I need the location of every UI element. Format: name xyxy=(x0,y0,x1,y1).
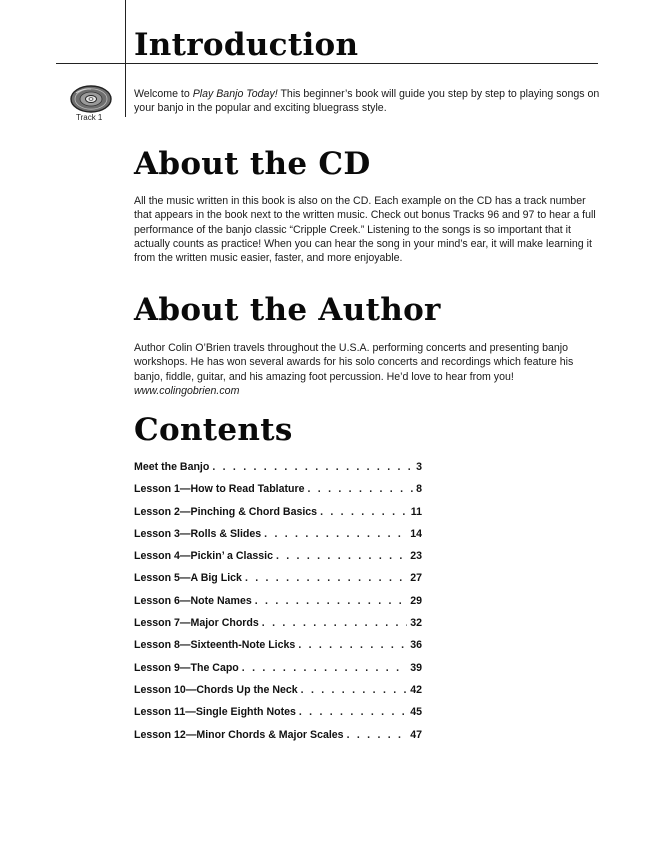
toc-entry-title: Lesson 4—Pickin’ a Classic xyxy=(134,550,273,563)
toc-entry xyxy=(134,638,422,660)
toc-entry-title: Lesson 8—Sixteenth-Note Licks xyxy=(134,639,296,652)
toc-page-number: 11 xyxy=(410,505,422,518)
toc-dot-leader xyxy=(298,638,407,652)
author-website: www.colingobrien.com xyxy=(134,384,240,397)
toc-dot-leader xyxy=(242,661,407,675)
margin-vertical-rule xyxy=(125,0,126,117)
toc-dot-leader xyxy=(245,571,407,585)
toc-page-number: 39 xyxy=(410,661,422,674)
about-author-paragraph xyxy=(134,341,600,398)
toc-dot-leader xyxy=(299,705,407,719)
toc-entry xyxy=(134,661,422,683)
toc-page-number: 3 xyxy=(416,461,422,473)
about-cd-paragraph: All the music written in this book is also on the CD. Each example on the CD has a track number that appears in the book next to the written music. Check out bonus Tracks 96 and 97 to hear a full performance of the banjo classic “Cripple Creek.” Listening to the songs is so important that it actually counts as practice! When you can hear the song in your mind’s ear, it will make learning it from the written music easier, faster, and more enjoyable. xyxy=(134,195,596,265)
toc-entry xyxy=(134,705,422,727)
header-horizontal-rule xyxy=(56,63,598,64)
toc-page-number: 8 xyxy=(416,483,422,496)
toc-dot-leader xyxy=(301,683,408,697)
toc-dot-leader xyxy=(212,460,413,474)
toc-page-number: 45 xyxy=(410,706,422,719)
toc-entry xyxy=(134,594,422,616)
toc-entry xyxy=(134,527,422,549)
introduction-heading: Introduction xyxy=(134,27,359,63)
toc-entry-title: Meet the Banjo xyxy=(134,461,210,473)
toc-page-number: 42 xyxy=(410,683,422,696)
toc-entry-title: Lesson 11—Single Eighth Notes xyxy=(134,706,296,719)
about-cd-heading: About the CD xyxy=(134,146,371,182)
contents-heading: Contents xyxy=(134,412,293,448)
introduction-paragraph xyxy=(134,87,600,116)
toc-entry-title: Lesson 12—Minor Chords & Major Scales xyxy=(134,728,344,741)
toc-entry-title: Lesson 1—How to Read Tablature xyxy=(134,483,305,496)
toc-dot-leader xyxy=(264,527,407,541)
book-title: Play Banjo Today! xyxy=(192,88,278,100)
toc-entry xyxy=(134,482,422,504)
intro-text-post: This beginner’s book will guide you step by step to playing songs on your banjo in the popular and exciting bluegrass style. xyxy=(134,88,600,115)
toc-page-number: 32 xyxy=(410,617,422,630)
toc-dot-leader xyxy=(262,616,407,630)
toc-dot-leader xyxy=(308,482,414,496)
table-of-contents xyxy=(134,460,422,750)
toc-entry xyxy=(134,728,422,750)
toc-entry xyxy=(134,571,422,593)
toc-page-number: 27 xyxy=(410,572,422,585)
toc-entry xyxy=(134,505,422,527)
toc-entry xyxy=(134,616,422,638)
toc-page-number: 47 xyxy=(410,728,422,741)
about-author-heading: About the Author xyxy=(134,292,441,328)
toc-entry xyxy=(134,683,422,705)
toc-entry-title: Lesson 2—Pinching & Chord Basics xyxy=(134,505,318,518)
track-label: Track 1 xyxy=(76,113,103,122)
intro-text-pre: Welcome to xyxy=(134,88,193,100)
toc-dot-leader xyxy=(276,549,407,563)
toc-entry-title: Lesson 10—Chords Up the Neck xyxy=(134,683,298,696)
toc-entry-title: Lesson 6—Note Names xyxy=(134,594,252,607)
toc-entry-title: Lesson 7—Major Chords xyxy=(134,617,259,630)
toc-page-number: 36 xyxy=(410,639,422,652)
toc-page-number: 23 xyxy=(410,550,422,563)
toc-page-number: 14 xyxy=(410,527,422,540)
toc-dot-leader xyxy=(320,505,408,519)
toc-entry-title: Lesson 3—Rolls & Slides xyxy=(134,527,262,540)
author-bio: Author Colin O’Brien travels throughout the U.S.A. performing concerts and presenting banjo workshops. He has won several awards for his solo concerts and recordings which feature his banjo, fiddle, guitar, and his amazing foot percussion. He’d love to hear from you! xyxy=(134,342,574,383)
toc-entry-title: Lesson 5—A Big Lick xyxy=(134,572,242,585)
toc-entry xyxy=(134,549,422,571)
toc-page-number: 29 xyxy=(410,594,422,607)
toc-entry xyxy=(134,460,422,482)
toc-dot-leader xyxy=(255,594,407,608)
toc-dot-leader xyxy=(347,728,408,742)
toc-entry-title: Lesson 9—The Capo xyxy=(134,661,239,674)
